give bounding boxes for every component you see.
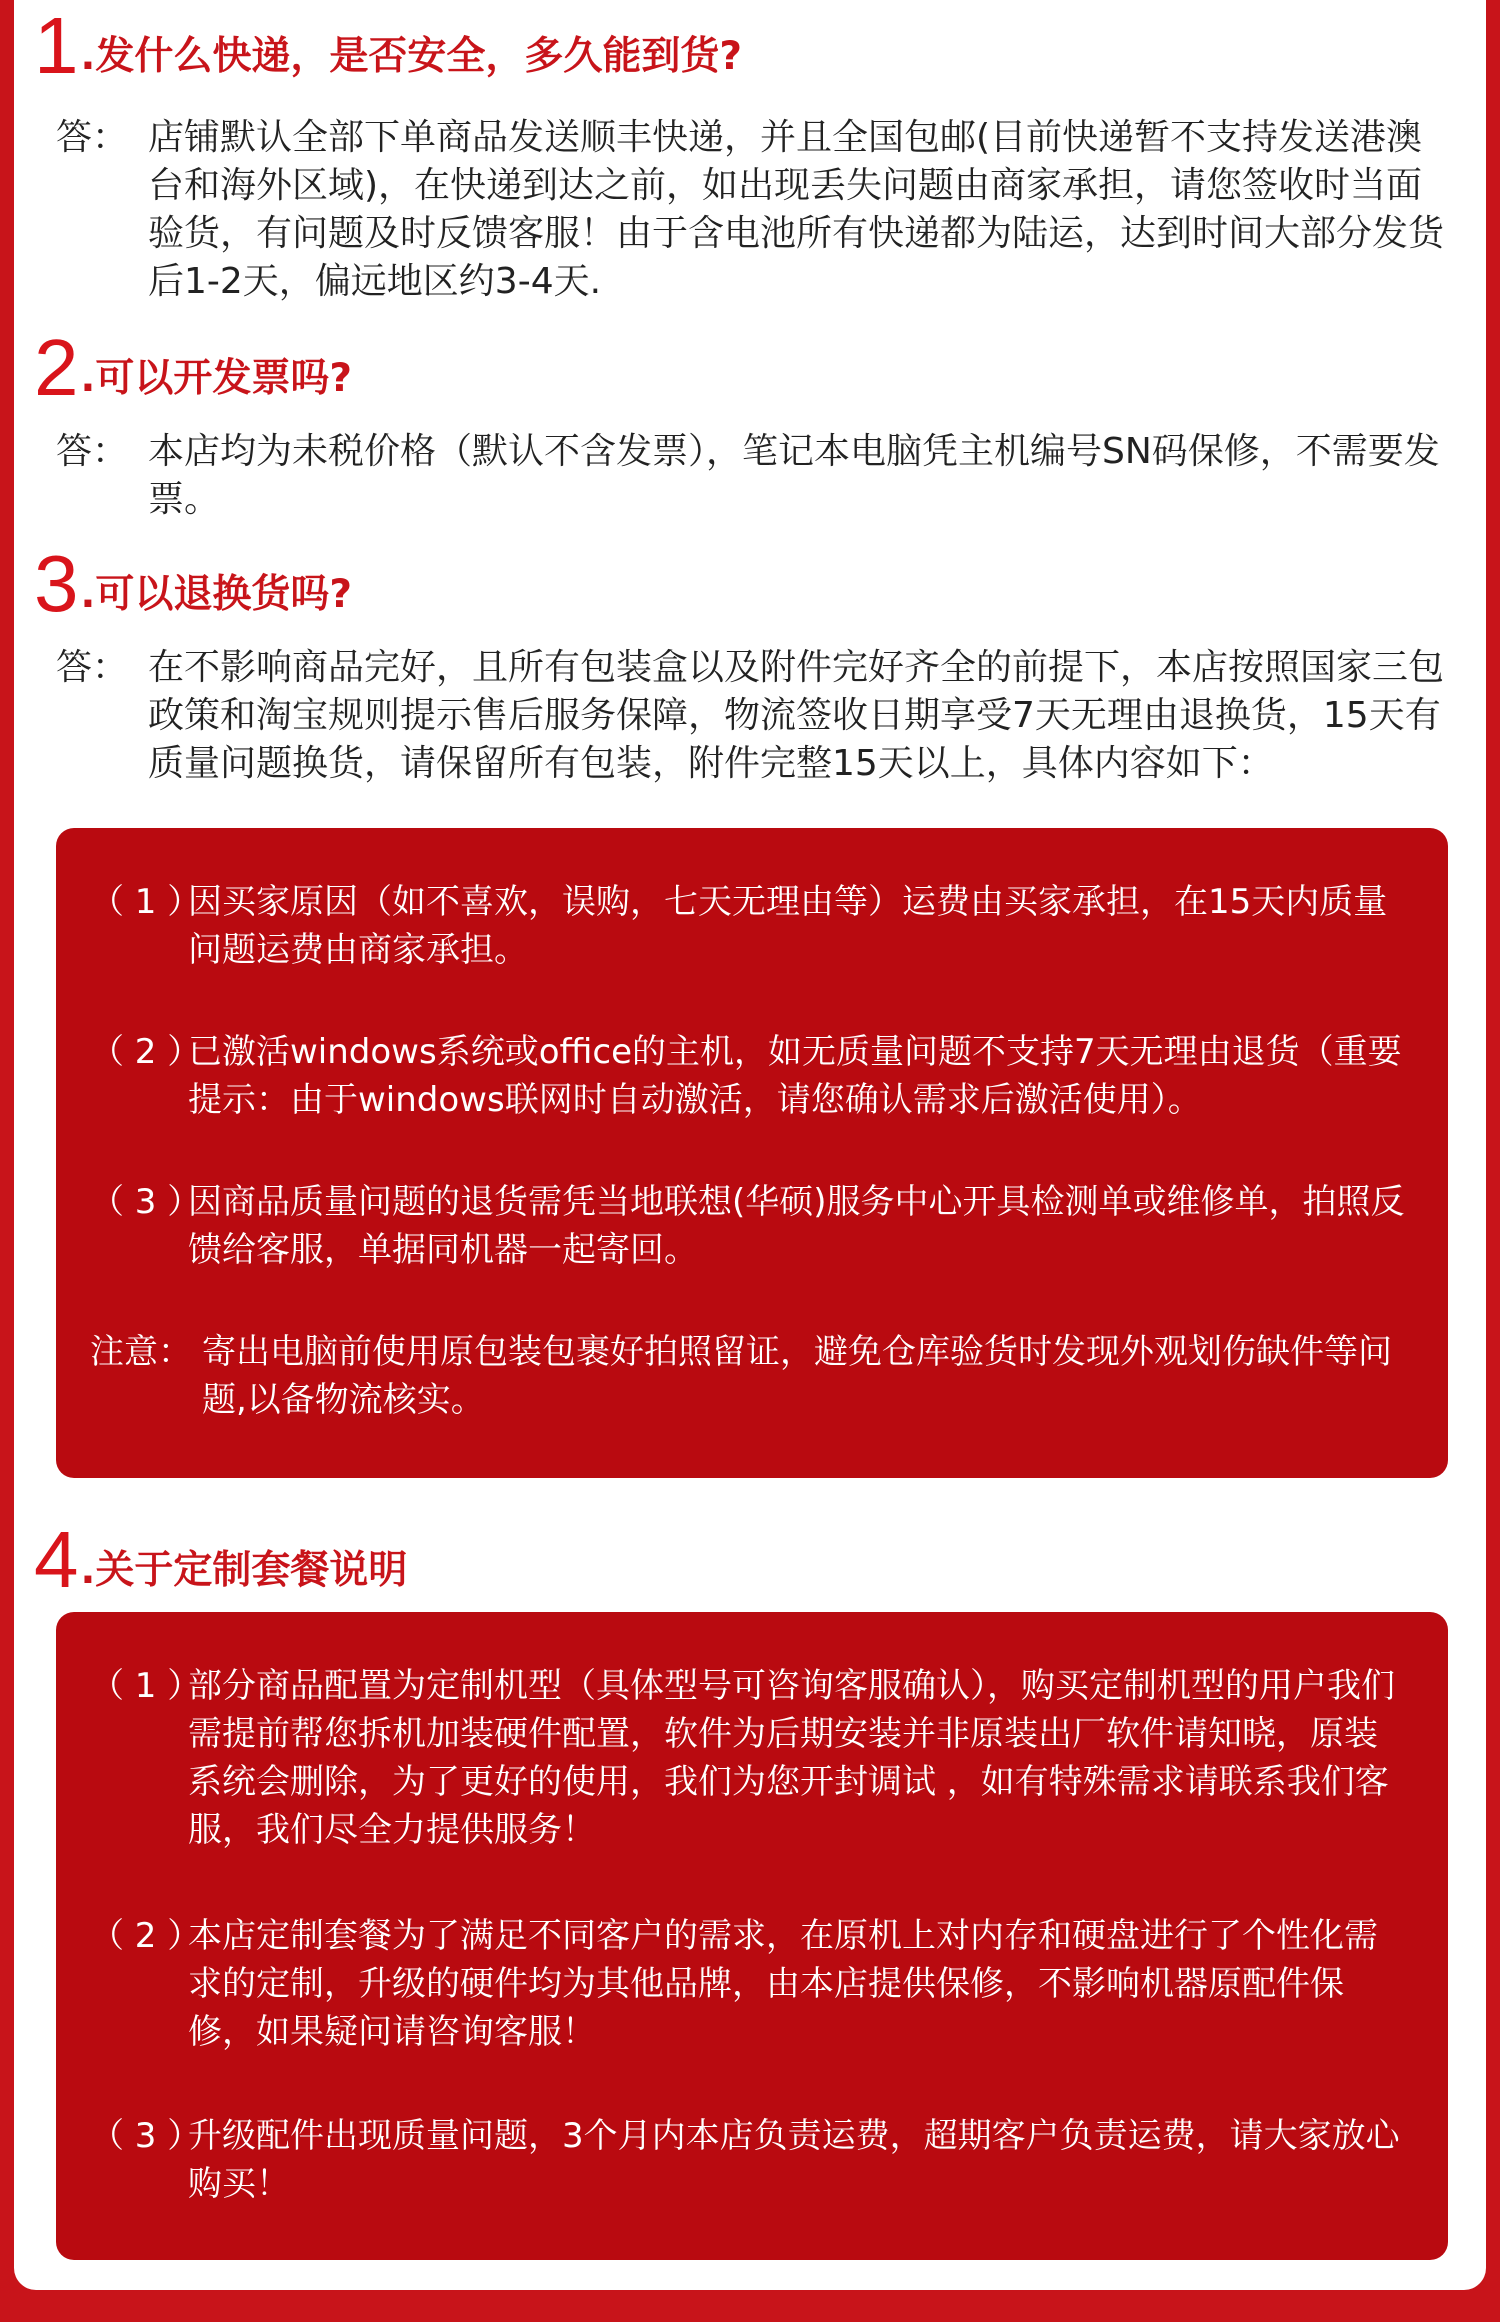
item-number: （ 1 ） — [90, 1666, 202, 1706]
section-heading: .发什么快递，是否安全，多久能到货? — [80, 34, 742, 79]
answer-text: 店铺默认全部下单商品发送顺丰快递，并且全国包邮(目前快递暂不支持发送港澳台和海外区域)，在快递到达之前，如出现丢失问题由商家承担，请您签收时当面验货，有问题及时反馈客服！由于含电池所有快递都为陆运，达到时间大部分发货后1-2天，偏远地区约3-4天. — [148, 117, 1445, 302]
section-2-title — [34, 323, 352, 412]
list-item — [90, 1028, 1410, 1124]
note-text: 寄出电脑前使用原包装包裹好拍照留证，避免仓库验货时发现外观划伤缺件等问题,以备物流核实。 — [202, 1332, 1392, 1420]
section-4-title — [34, 1515, 408, 1604]
item-number: （ 3 ） — [90, 1182, 202, 1222]
faq-page — [14, 0, 1486, 2290]
section-heading: .关于定制套餐说明 — [80, 1548, 408, 1593]
answer-label: 答： — [56, 647, 129, 688]
section-number: 3 — [34, 539, 79, 628]
note-label: 注意： — [90, 1332, 192, 1372]
item-text: 部分商品配置为定制机型（具体型号可咨询客服确认），购买定制机型的用户我们需提前帮您拆机加装硬件配置，软件为后期安装并非原装出厂软件请知晓，原装系统会删除，为了更好的使用，我们为您开封调试 ，如有特殊需求请联系我们客服，我们尽全力提供服务！ — [188, 1666, 1395, 1850]
note-item — [90, 1328, 1410, 1424]
section-1-title — [34, 1, 742, 90]
answer-text: 本店均为未税价格（默认不含发票），笔记本电脑凭主机编号SN码保修，不需要发票。 — [148, 431, 1440, 520]
list-item — [90, 1178, 1410, 1274]
section-heading: .可以开发票吗? — [80, 356, 352, 401]
answer-label: 答： — [56, 117, 129, 158]
item-text: 升级配件出现质量问题，3个月内本店负责运费，超期客户负责运费，请大家放心购买！ — [188, 2116, 1400, 2204]
item-text: 因商品质量问题的退货需凭当地联想(华硕)服务中心开具检测单或维修单，拍照反馈给客服，单据同机器一起寄回。 — [188, 1182, 1405, 1270]
section-2-answer — [56, 428, 1456, 524]
list-item — [90, 878, 1410, 974]
item-text: 已激活windows系统或office的主机，如无质量问题不支持7天无理由退货（重要提示：由于windows联网时自动激活，请您确认需求后激活使用）。 — [188, 1032, 1402, 1120]
item-number: （ 2 ） — [90, 1032, 202, 1072]
returns-policy-box — [56, 828, 1448, 1478]
custom-package-box — [56, 1612, 1448, 2260]
item-number: （ 3 ） — [90, 2116, 202, 2156]
list-item — [90, 2112, 1410, 2208]
item-text: 本店定制套餐为了满足不同客户的需求，在原机上对内存和硬盘进行了个性化需求的定制，升级的硬件均为其他品牌，由本店提供保修，不影响机器原配件保修，如果疑问请咨询客服！ — [188, 1916, 1378, 2052]
item-number: （ 2 ） — [90, 1916, 202, 1956]
section-number: 4 — [34, 1515, 79, 1604]
section-number: 2 — [34, 323, 79, 412]
answer-label: 答： — [56, 431, 129, 472]
item-number: （ 1 ） — [90, 882, 202, 922]
section-number: 1 — [34, 1, 79, 90]
list-item — [90, 1912, 1410, 2056]
answer-text: 在不影响商品完好，且所有包装盒以及附件完好齐全的前提下，本店按照国家三包政策和淘宝规则提示售后服务保障，物流签收日期享受7天无理由退换货，15天有质量问题换货，请保留所有包装，附件完整15天以上，具体内容如下： — [148, 647, 1445, 784]
section-3-answer — [56, 644, 1456, 788]
section-3-title — [34, 539, 352, 628]
item-text: 因买家原因（如不喜欢，误购，七天无理由等）运费由买家承担，在15天内质量问题运费由商家承担。 — [188, 882, 1388, 970]
section-heading: .可以退换货吗? — [80, 572, 352, 617]
section-1-answer — [56, 114, 1456, 306]
list-item — [90, 1662, 1410, 1854]
